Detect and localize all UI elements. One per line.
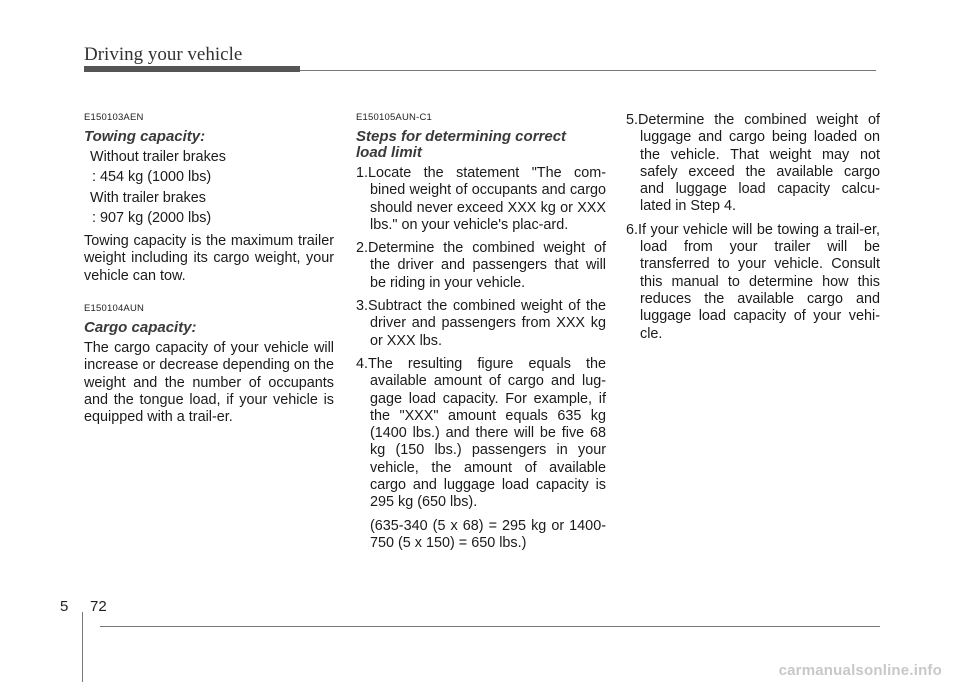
towing-line: : 454 kg (1000 lbs)	[92, 169, 212, 186]
step-item: 6.If your vehicle will be towing a trail-er, load from your trailer will be transferred to your vehicle. Consult this manual to determine how this reduces the available cargo and luggage load capacity of your vehi-cle.	[626, 221, 880, 342]
section-code: E150105AUN-C1	[356, 112, 433, 123]
towing-line: Without trailer brakes	[90, 149, 226, 165]
watermark: carmanualsonline.info	[778, 662, 942, 679]
page-number: 72	[90, 598, 107, 615]
footer-rule	[100, 626, 880, 627]
towing-line: With trailer brakes	[90, 189, 206, 206]
step-item: 1.Locate the statement "The com-bined weight of occupants and cargo should never exceed XXX kg or XXX lbs." on your vehicle's plac-ard.	[356, 165, 606, 233]
column-3	[626, 112, 880, 349]
step-item: 4.The resulting figure equals the available amount of cargo and lug-gage load capacity. For example, if the "XXX" amount equals 635 kg (1400 lbs.) and there will be five 68 kg (150 lbs.) passengers in your vehicle, the amount of available cargo and luggage load capacity is 295 kg (650 lbs).	[356, 355, 606, 511]
cargo-paragraph: The cargo capacity of your vehicle will increase or decrease depending on the weight and the number of occupants and the tongue load, if your vehicle is equipped with a trail-er.	[84, 340, 334, 426]
footer-tick	[82, 612, 83, 682]
section-code: E150103AEN	[84, 112, 144, 123]
step-item: 5.Determine the combined weight of luggage and cargo being loaded on the vehicle. That weight may not safely exceed the available cargo and luggage load capacity calcu-lated in Step 4.	[626, 112, 880, 215]
header-bar	[84, 66, 300, 72]
towing-paragraph: Towing capacity is the maximum trailer weight including its cargo weight, your vehicle can tow.	[84, 233, 334, 284]
column-2	[356, 112, 606, 552]
section-heading-load-limit: Steps for determining correct load limit	[356, 128, 567, 161]
calculation-example: (635-340 (5 x 68) = 295 kg or 1400-750 (5 x 150) = 650 lbs.)	[370, 517, 606, 551]
section-heading-towing: Towing capacity:	[84, 128, 206, 145]
header-rule	[300, 70, 876, 71]
section-code: E150104AUN	[84, 303, 145, 315]
step-item: 3.Subtract the combined weight of the driver and passengers from XXX kg or XXX lbs.	[356, 298, 606, 349]
section-heading-cargo: Cargo capacity:	[84, 319, 197, 337]
chapter-number: 5	[60, 598, 69, 615]
towing-line: : 907 kg (2000 lbs)	[92, 209, 212, 226]
page-header-title: Driving your vehicle	[84, 44, 243, 65]
step-item: 2.Determine the combined weight of the driver and passengers that will be riding in your vehicle.	[356, 240, 606, 291]
column-1	[84, 112, 334, 433]
